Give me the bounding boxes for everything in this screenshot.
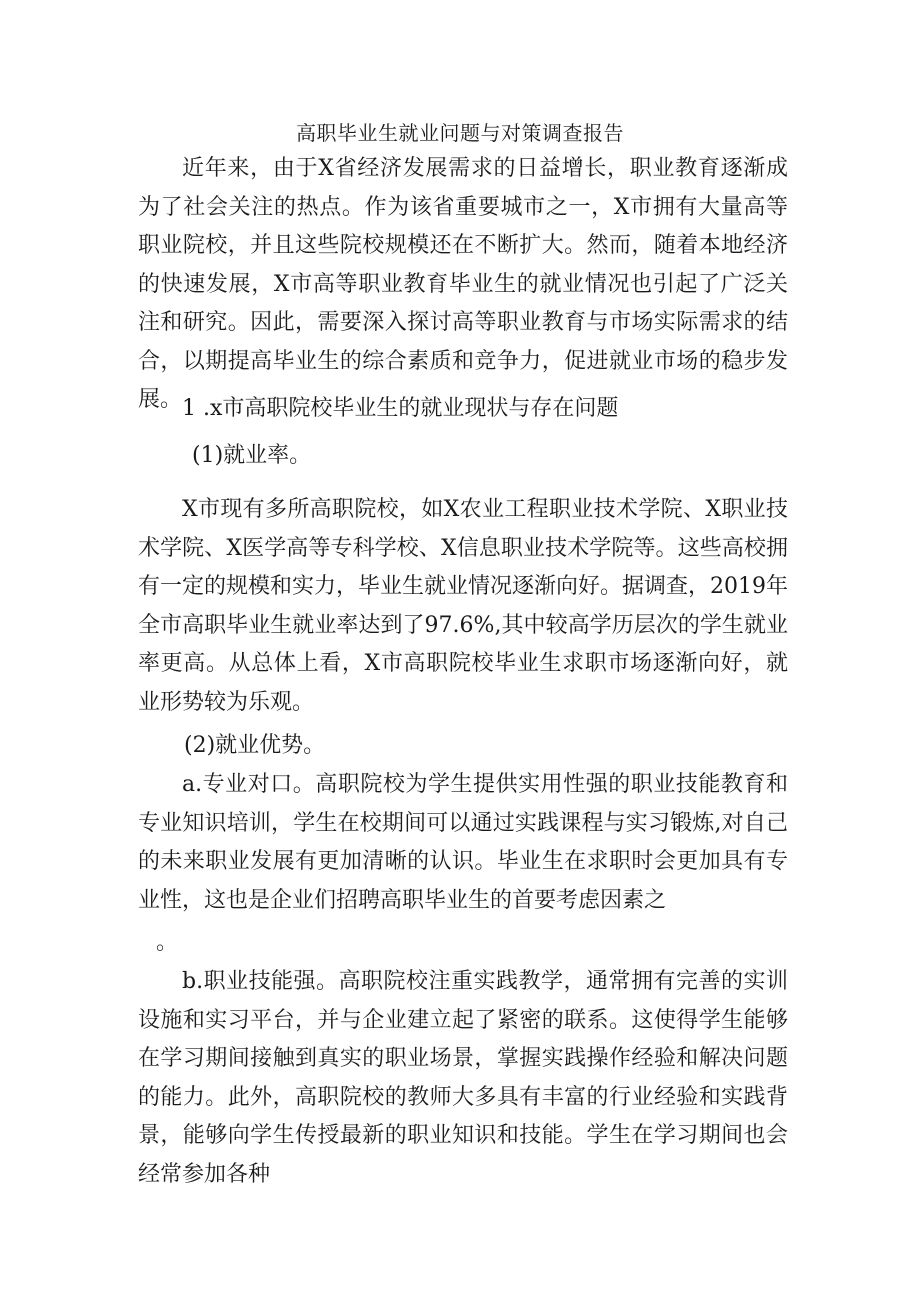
employment-rate-paragraph: X市现有多所高职院校，如X农业工程职业技术学院、X职业技术学院、X医学高等专科学校、X信息职业技术学院等。这些高校拥有一定的规模和实力，毕业生就业情况逐渐向好。据调查，2019年全市高职毕业生就业率达到了97.6%,其中较高学历层次的学生就业率更高。从总体上看，X市高职院校毕业生求职市场逐渐向好，就业形势较为乐观。 xyxy=(138,497,788,715)
point-a-ending: 。 xyxy=(156,930,179,955)
intro-paragraph: 近年来，由于X省经济发展需求的日益增长，职业教育逐渐成为了社会关注的热点。作为该省重要城市之一，X市拥有大量高等职业院校，并且这些院校规模还在不断扩大。然而，随着本地经济的快速发展，X市高等职业教育毕业生的就业情况也引起了广泛关注和研究。因此，需要深入探讨高等职业教育与市场实际需求的结合，以期提高毕业生的综合素质和竞争力，促进就业市场的稳步发展。 xyxy=(138,156,788,412)
point-b-paragraph: b.职业技能强。高职院校注重实践教学，通常拥有完善的实训设施和实习平台，并与企业建立起了紧密的联系。这使得学生能够在学习期间接触到真实的职业场景，掌握实践操作经验和解决问题的能力。此外，高职院校的教师大多具有丰富的行业经验和实践背景，能够向学生传授最新的职业知识和技能。学生在学习期间也会经常参加各种 xyxy=(138,969,788,1187)
document-title: 高职毕业生就业问题与对策调查报告 xyxy=(296,121,624,145)
section-heading-1: 1 .x市高职院校毕业生的就业现状与存在问题 xyxy=(182,396,619,421)
subsection-heading-employment-advantages: (2)就业优势。 xyxy=(184,733,326,758)
subsection-heading-employment-rate: (1)就业率。 xyxy=(192,443,312,468)
point-a-paragraph: a.专业对口。高职院校为学生提供实用性强的职业技能教育和专业知识培训，学生在校期间可以通过实践课程与实习锻炼,对自己的未来职业发展有更加清晰的认识。毕业生在求职时会更加具有专业性，这也是企业们招聘高职毕业生的首要考虑因素之 xyxy=(138,772,788,913)
